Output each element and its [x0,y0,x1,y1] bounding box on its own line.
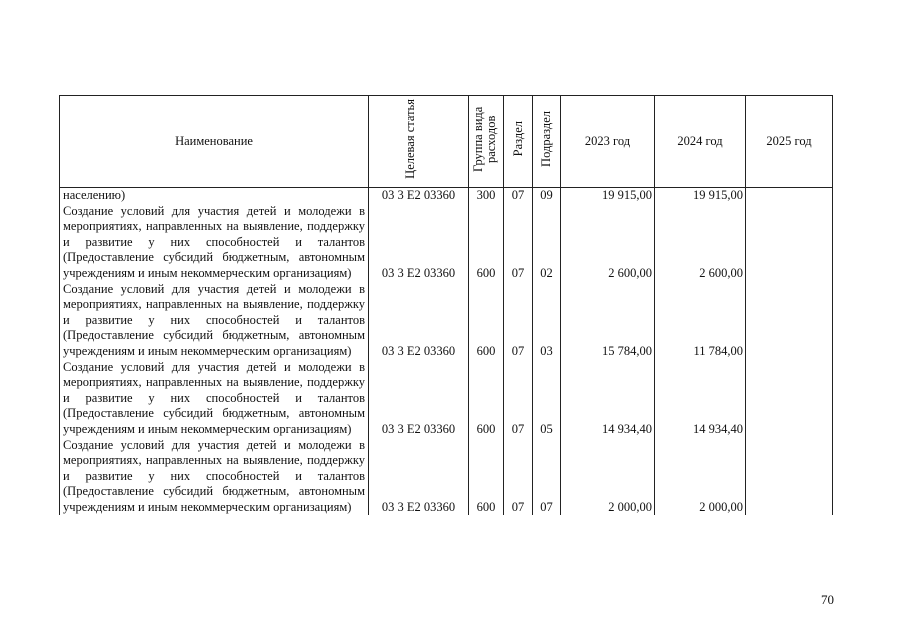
row-2023: 2 000,00 [561,438,655,516]
row-target: 03 3 E2 03360 [369,204,469,282]
header-2023: 2023 год [561,96,655,188]
table-row [60,438,833,516]
row-2024: 19 915,00 [655,187,746,204]
table-row [60,187,833,204]
header-subsection: Подраздел [533,96,561,188]
row-target: 03 3 E2 03360 [369,187,469,204]
page-number: 70 [821,592,834,607]
row-group: 600 [469,360,504,438]
row-2024: 14 934,40 [655,360,746,438]
row-2025 [746,282,833,360]
row-2023: 2 600,00 [561,204,655,282]
row-name: Создание условий для участия детей и молодежи в мероприятиях, направленных на выявление, поддержку и развитие у них способностей и талантов (Предоставление субсидий бюджетным, автономным учреждениям и иным некоммерческим организациям) [60,204,369,282]
row-subsection: 03 [533,282,561,360]
row-2023: 19 915,00 [561,187,655,204]
row-name: Создание условий для участия детей и молодежи в мероприятиях, направленных на выявление, поддержку и развитие у них способностей и талантов (Предоставление субсидий бюджетным, автономным учреждениям и иным некоммерческим организациям) [60,360,369,438]
row-subsection: 02 [533,204,561,282]
row-section: 07 [504,204,533,282]
row-subsection: 07 [533,438,561,516]
row-section: 07 [504,187,533,204]
row-group: 600 [469,438,504,516]
row-section: 07 [504,360,533,438]
row-2025 [746,360,833,438]
row-group: 300 [469,187,504,204]
row-2025 [746,204,833,282]
row-2024: 2 000,00 [655,438,746,516]
row-subsection: 09 [533,187,561,204]
row-subsection: 05 [533,360,561,438]
header-target: Целевая статья [369,96,469,188]
row-2023: 15 784,00 [561,282,655,360]
row-2024: 11 784,00 [655,282,746,360]
row-2025 [746,438,833,516]
row-name: населению) [60,187,369,204]
row-target: 03 3 E2 03360 [369,282,469,360]
header-expense-group: Группа вида расходов [469,96,504,188]
row-section: 07 [504,438,533,516]
row-2024: 2 600,00 [655,204,746,282]
table-row [60,360,833,438]
row-name: Создание условий для участия детей и молодежи в мероприятиях, направленных на выявление, поддержку и развитие у них способностей и талантов (Предоставление субсидий бюджетным, автономным учреждениям и иным некоммерческим организациям) [60,438,369,516]
row-name: Создание условий для участия детей и молодежи в мероприятиях, направленных на выявление, поддержку и развитие у них способностей и талантов (Предоставление субсидий бюджетным, автономным учреждениям и иным некоммерческим организациям) [60,282,369,360]
budget-table [59,95,833,515]
header-name: Наименование [60,96,369,188]
table-row [60,204,833,282]
row-2023: 14 934,40 [561,360,655,438]
row-section: 07 [504,282,533,360]
row-group: 600 [469,282,504,360]
header-2024: 2024 год [655,96,746,188]
row-2025 [746,187,833,204]
header-2025: 2025 год [746,96,833,188]
row-group: 600 [469,204,504,282]
header-section: Раздел [504,96,533,188]
table-header [60,96,833,188]
table-row [60,282,833,360]
row-target: 03 3 E2 03360 [369,360,469,438]
row-target: 03 3 E2 03360 [369,438,469,516]
